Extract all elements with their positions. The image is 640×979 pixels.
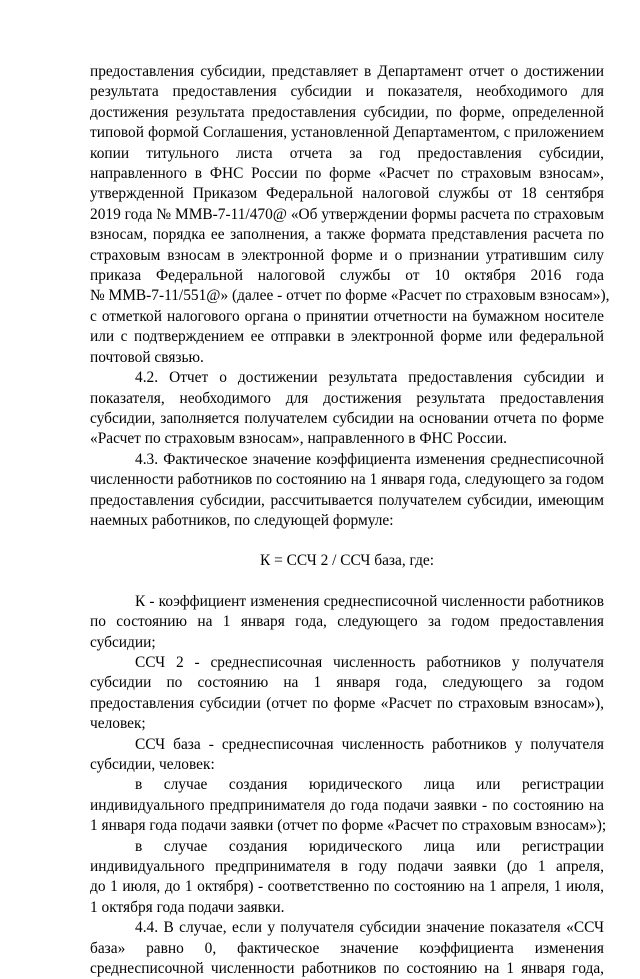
text-line: предоставления субсидии, представляет в Департамент отчет о достижении (90, 63, 604, 80)
text-line: ССЧ 2 - среднесписочная численность работников у получателя (135, 653, 604, 671)
text-line: «Расчет по страховым взносам», направленного в ФНС России. (90, 430, 508, 448)
text-line: страховым взносам в электронной форме и о признании утратившим силу (90, 246, 604, 264)
spacer (90, 572, 604, 592)
definition-k (90, 592, 604, 653)
text-line: 4.2. Отчет о достижении результата предоставления субсидии и (135, 369, 604, 387)
text-line: результата предоставления субсидии и показателя, необходимого для (90, 83, 604, 101)
text-line: почтовой связью. (90, 348, 204, 366)
document-page (90, 62, 610, 979)
text-line: достижения результата предоставления субсидии, по форме, определенной (90, 103, 604, 121)
text-line: 2019 года № ММВ-7-11/470@ «Об утверждении формы расчета по страховым (90, 205, 604, 223)
text-line: база» равно 0, фактическое значение коэффициента изменения (90, 939, 604, 957)
paragraph-4-4 (90, 918, 604, 979)
paragraph-intro (90, 62, 610, 368)
text-line: К - коэффициент изменения среднесписочной численности работников (135, 592, 604, 610)
text-line: 4.3. Фактическое значение коэффициента изменения среднесписочной (135, 450, 604, 468)
text-line: субсидии, заполняется получателем субсидии на основании отчета по форме (90, 409, 604, 427)
text-line: с отметкой налогового органа о принятии отчетности на бумажном носителе (90, 307, 604, 325)
text-line: ССЧ база - среднесписочная численность работников у получателя (135, 735, 604, 753)
text-line: предоставления субсидии, рассчитывается получателем субсидии, имеющим (90, 491, 604, 509)
text-line: копии титульного листа отчета за год предоставления субсидии, (90, 144, 604, 162)
text-line: субсидии; (90, 633, 156, 651)
text-line: индивидуального предпринимателя до года подачи заявки - по состоянию на (90, 796, 604, 814)
text-line: субсидии, человек: (90, 756, 215, 773)
text-line: до 1 июля, до 1 октября) - соответственно по состоянию на 1 апреля, 1 июля, (90, 878, 604, 896)
text-line: 1 октября года подачи заявки. (90, 898, 285, 916)
text-line: направленного в ФНС России по форме «Расчет по страховым взносам», (90, 165, 604, 183)
text-line: в случае создания юридического лица или регистрации (135, 776, 604, 794)
paragraph-4-2 (90, 368, 604, 450)
spacer (90, 531, 604, 551)
text-line: взносам, порядка ее заполнения, а также формата представления расчета по (90, 226, 604, 244)
case-in-application-year (90, 837, 604, 919)
formula: К = ССЧ 2 / ССЧ база, где: (259, 552, 435, 570)
text-line: наемных работников, по следующей формуле: (90, 511, 394, 529)
text-line: утвержденной Приказом Федеральной налоговой службы от 18 сентября (90, 185, 604, 203)
text-line: типовой формой Соглашения, установленной Департаментом, с приложением (90, 124, 604, 142)
text-line: человек; (90, 715, 146, 733)
text-line: или с подтверждением ее отправки в электронной форме или федеральной (90, 328, 604, 346)
text-line: 1 января года подачи заявки (отчет по форме «Расчет по страховым взносам»); (90, 817, 607, 835)
paragraph-4-3 (90, 450, 604, 532)
text-line: показателя, необходимого для достижения результата предоставления (90, 389, 604, 407)
text-line: субсидии по состоянию на 1 января года, следующего за годом (90, 674, 604, 692)
case-before-application-year (90, 775, 607, 836)
text-line: приказа Федеральной налоговой службы от 10 октября 2016 года (90, 267, 604, 285)
text-line: в случае создания юридического лица или регистрации (135, 837, 604, 855)
definition-ssch-2 (90, 653, 604, 735)
text-line: по состоянию на 1 января года, следующего за годом предоставления (90, 613, 604, 631)
text-line: индивидуального предпринимателя в году подачи заявки (до 1 апреля, (90, 858, 604, 876)
text-line: среднесписочной численности работников по состоянию на 1 января года, (90, 960, 604, 978)
text-line: № ММВ-7-11/551@» (далее - отчет по форме «Расчет по страховым взносам»), (90, 287, 610, 305)
text-line: численности работников по состоянию на 1 января года, следующего за годом (90, 471, 604, 489)
definition-ssch-base (90, 735, 604, 776)
text-line: 4.4. В случае, если у получателя субсидии значение показателя «ССЧ (135, 919, 604, 937)
text-line: предоставления субсидии (отчет по форме «Расчет по страховым взносам»), (90, 694, 604, 712)
